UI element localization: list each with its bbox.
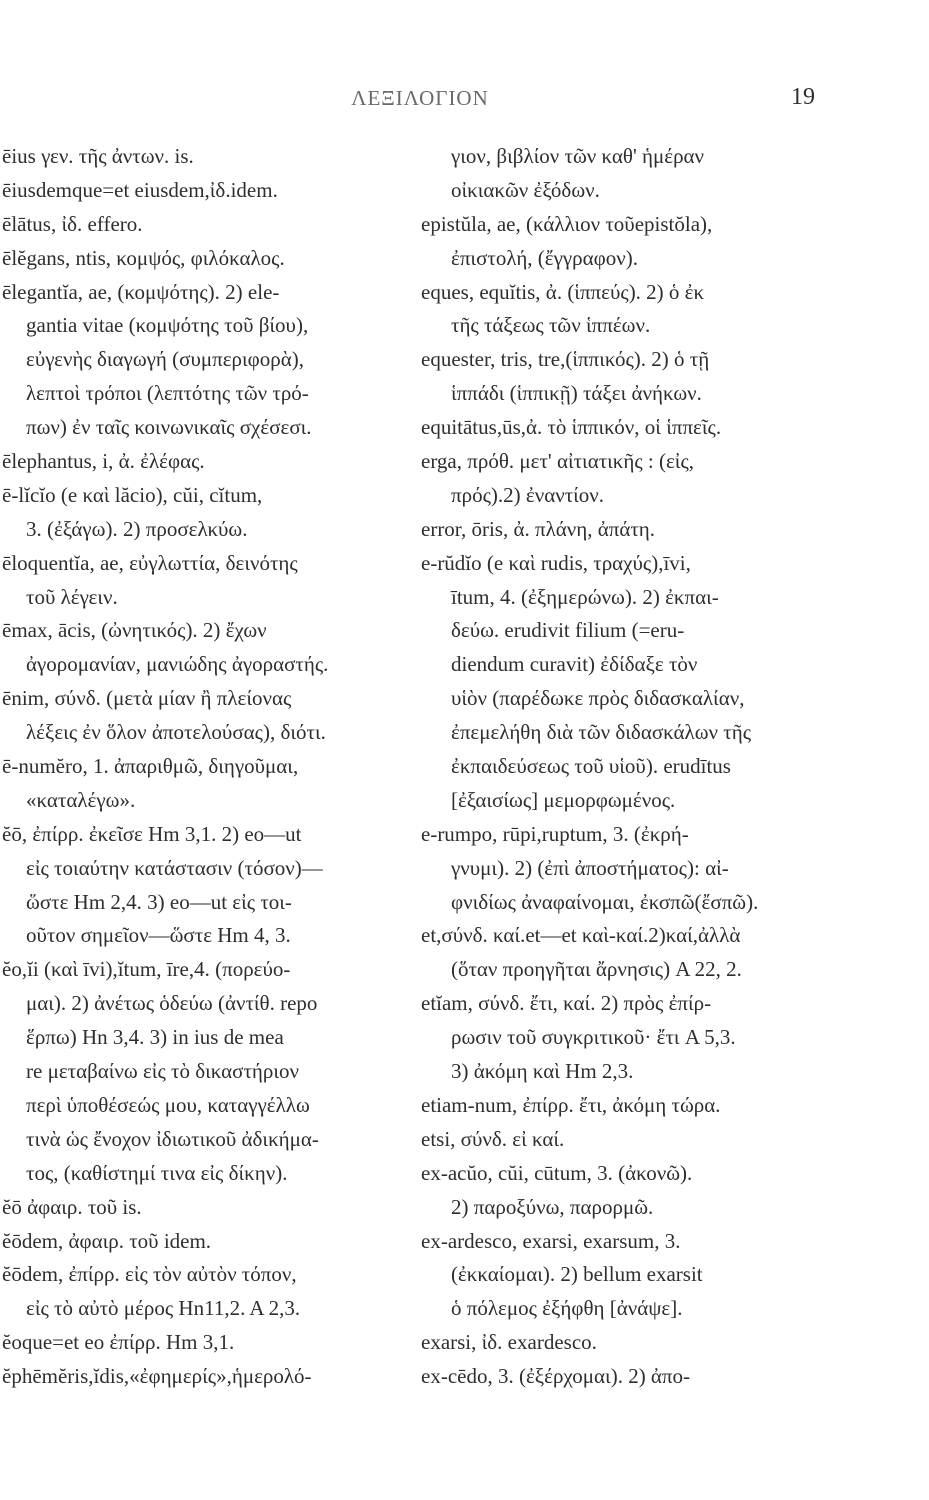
dictionary-line: ē-numĕro, 1. ἀπαριθμῶ, διηγοῦμαι, [2, 754, 299, 779]
dictionary-line: ēiusdemque=et eiusdem,ἰδ.idem. [2, 177, 278, 202]
dictionary-line: etĭam, σύνδ. ἔτι, καί. 2) πρὸς ἐπίρ- [421, 991, 712, 1016]
dictionary-line: [ἐξαισίως] μεμορφωμένος. [451, 787, 676, 812]
dictionary-line: τοῦ λέγειν. [26, 584, 118, 609]
dictionary-line: οἰκιακῶν ἐξόδων. [451, 177, 600, 202]
dictionary-line: οῦτον σημεῖον—ὥστε Hm 4, 3. [26, 923, 291, 948]
dictionary-line: re μεταβαίνω εἰς τὸ δικαστήριον [26, 1059, 300, 1084]
dictionary-line: ὁ πόλεμος ἐξήφθη [ἀνάψε]. [451, 1296, 683, 1321]
dictionary-line: ĕōdem, ἀφαιρ. τοῦ idem. [2, 1228, 212, 1253]
dictionary-line: ēmax, ācis, (ὠνητικός). 2) ἔχων [2, 618, 267, 643]
dictionary-line: etsi, σύνδ. εἰ καί. [421, 1126, 565, 1151]
page-number: 19 [791, 84, 815, 110]
dictionary-line: (ὅταν προηγῆται ἄρνησις) A 22, 2. [451, 957, 742, 982]
dictionary-line: gantia vitae (κομψότης τοῦ βίου), [26, 313, 309, 338]
dictionary-line: εὐγενὴς διαγωγή (συμπεριφορὰ), [26, 347, 305, 372]
dictionary-line: etiam-num, ἐπίρρ. ἔτι, ἀκόμη τώρα. [421, 1092, 721, 1117]
dictionary-line: ἱππάδι (ἱππικῇ) τάξει ἀνήκων. [451, 381, 702, 406]
dictionary-line: μαι). 2) ἀνέτως ὁδεύω (ἀντίθ. repo [26, 991, 318, 1016]
page-header [0, 86, 929, 116]
dictionary-line: ēnim, σύνδ. (μετὰ μίαν ἢ πλείονας [2, 686, 292, 711]
dictionary-line: ĕphēmĕris,ĭdis,«ἐφημερίς»,ἡμερολό- [2, 1364, 312, 1389]
dictionary-line: γιον, βιβλίον τῶν καθ' ἡμέραν [451, 144, 705, 168]
dictionary-line: τινὰ ὡς ἔνοχον ἰδιωτικοῦ ἀδικήμα- [26, 1126, 319, 1151]
dictionary-line: exarsi, ἰδ. exardesco. [421, 1330, 597, 1355]
dictionary-line: γνυμι). 2) (ἐπὶ ἀποστήματος): αἰ- [451, 855, 729, 880]
dictionary-line: epistŭla, ae, (κάλλιον τοῦepistŏla), [421, 211, 713, 236]
dictionary-line: ēius γεν. τῆς ἀντων. is. [2, 144, 194, 168]
dictionary-line: ĕō ἀφαιρ. τοῦ is. [2, 1194, 142, 1219]
dictionary-line: πρός).2) ἐναντίον. [451, 482, 605, 507]
dictionary-line: 3. (ἐξάγω). 2) προσελκύω. [26, 516, 248, 541]
right-column [415, 140, 925, 1394]
dictionary-line: περὶ ὑποθέσεώς μου, καταγγέλλω [26, 1092, 310, 1117]
dictionary-line: ĕoque=et eo ἐπίρρ. Hm 3,1. [2, 1330, 235, 1355]
dictionary-line: ἕρπω) Hn 3,4. 3) in ius de mea [26, 1025, 284, 1050]
dictionary-line: πων) ἐν ταῖς κοινωνικαῖς σχέσεσι. [26, 415, 312, 440]
dictionary-line: equitātus,ūs,ἀ. τὸ ἱππικόν, οἱ ἱππεῖς. [421, 415, 722, 440]
dictionary-line: ex-cēdo, 3. (ἐξέρχομαι). 2) ἀπο- [421, 1364, 691, 1389]
dictionary-line: ἐκπαιδεύσεως τοῦ υἱοῦ). erudītus [451, 754, 731, 779]
dictionary-line: δεύω. erudivit filium (=eru- [451, 618, 685, 643]
dictionary-line: 3) ἀκόμη καὶ Hm 2,3. [451, 1059, 634, 1084]
dictionary-line: ĕo,ĭi (καὶ īvi),ĭtum, īre,4. (πορεύο- [2, 957, 291, 982]
dictionary-line: et,σύνδ. καί.et—et καὶ-καί.2)καί,ἀλλὰ [421, 923, 741, 948]
dictionary-line: ex-ardesco, exarsi, exarsum, 3. [421, 1228, 681, 1253]
dictionary-line: τος, (καθίστημί τινα εἰς δίκην). [26, 1160, 288, 1185]
dictionary-line: e-rumpo, rūpi,ruptum, 3. (ἐκρή- [421, 821, 689, 846]
dictionary-line: ἐπεμελήθη διὰ τῶν διδασκάλων τῆς [451, 720, 752, 745]
dictionary-line: ἀγορομανίαν, μανιώδης ἀγοραστής. [26, 652, 329, 677]
dictionary-line: τῆς τάξεως τῶν ἱππέων. [451, 313, 651, 338]
running-title: ΛΕΞΙΛΟΓΙΟΝ [351, 86, 489, 110]
dictionary-line: error, ōris, ἀ. πλάνη, ἀπάτη. [421, 516, 656, 541]
dictionary-line: λέξεις ἐν ὅλον ἀποτελούσας), διότι. [26, 720, 326, 745]
dictionary-line: «καταλέγω». [26, 787, 136, 812]
dictionary-line: eques, equĭtis, ἀ. (ἱππεύς). 2) ὁ ἐκ [421, 279, 705, 304]
dictionary-line: ītum, 4. (ἐξημερώνω). 2) ἐκπαι- [451, 584, 719, 609]
dictionary-line: ex-acŭo, cŭi, cūtum, 3. (ἀκονῶ). [421, 1160, 693, 1185]
dictionary-line: ēlegantĭa, ae, (κομψότης). 2) ele- [2, 279, 280, 304]
dictionary-line: ĕō, ἐπίρρ. ἐκεῖσε Hm 3,1. 2) eo—ut [2, 821, 302, 846]
dictionary-line: ē-lĭcĭo (e καὶ lăcio), cŭi, cĭtum, [2, 482, 263, 507]
dictionary-line: ēlĕgans, ntis, κομψός, φιλόκαλος. [2, 245, 285, 270]
dictionary-line: erga, πρόθ. μετ' αἰτιατικῆς : (εἰς, [421, 449, 695, 474]
dictionary-line: diendum curavit) ἐδίδαξε τὸν [451, 652, 698, 677]
dictionary-line: ρωσιν τοῦ συγκριτικοῦ· ἔτι A 5,3. [451, 1025, 736, 1050]
dictionary-line: ēlātus, ἰδ. effero. [2, 211, 143, 236]
dictionary-line: e-rŭdĭo (e καὶ rudis, τραχύς),īvi, [421, 550, 691, 575]
dictionary-line: ēloquentĭa, ae, εὐγλωττία, δεινότης [2, 550, 298, 575]
left-column [0, 140, 405, 1394]
dictionary-line: ēlephantus, i, ἀ. ἐλέφας. [2, 449, 205, 474]
dictionary-line: ἐπιστολή, (ἔγγραφον). [451, 245, 639, 270]
dictionary-line: (ἐκκαίομαι). 2) bellum exarsit [451, 1262, 703, 1287]
dictionary-line: λεπτοὶ τρόποι (λεπτότης τῶν τρό- [26, 381, 309, 406]
dictionary-line: ὥστε Hm 2,4. 3) eo—ut εἰς τοι- [26, 889, 292, 914]
dictionary-line: equester, tris, tre,(ἱππικός). 2) ὁ τῇ [421, 347, 710, 372]
dictionary-line: εἰς τὸ αὐτὸ μέρος Hn11,2. A 2,3. [26, 1296, 301, 1321]
dictionary-line: φνιδίως ἀναφαίνομαι, ἐκσπῶ(ἔσπῶ). [451, 889, 759, 914]
dictionary-line: υἱὸν (παρέδωκε πρὸς διδασκαλίαν, [451, 686, 745, 711]
dictionary-line: εἰς τοιαύτην κατάστασιν (τόσον)— [26, 855, 323, 880]
dictionary-line: ĕōdem, ἐπίρρ. εἰς τὸν αὐτὸν τόπον, [2, 1262, 297, 1287]
dictionary-line: 2) παροξύνω, παρορμῶ. [451, 1194, 654, 1219]
